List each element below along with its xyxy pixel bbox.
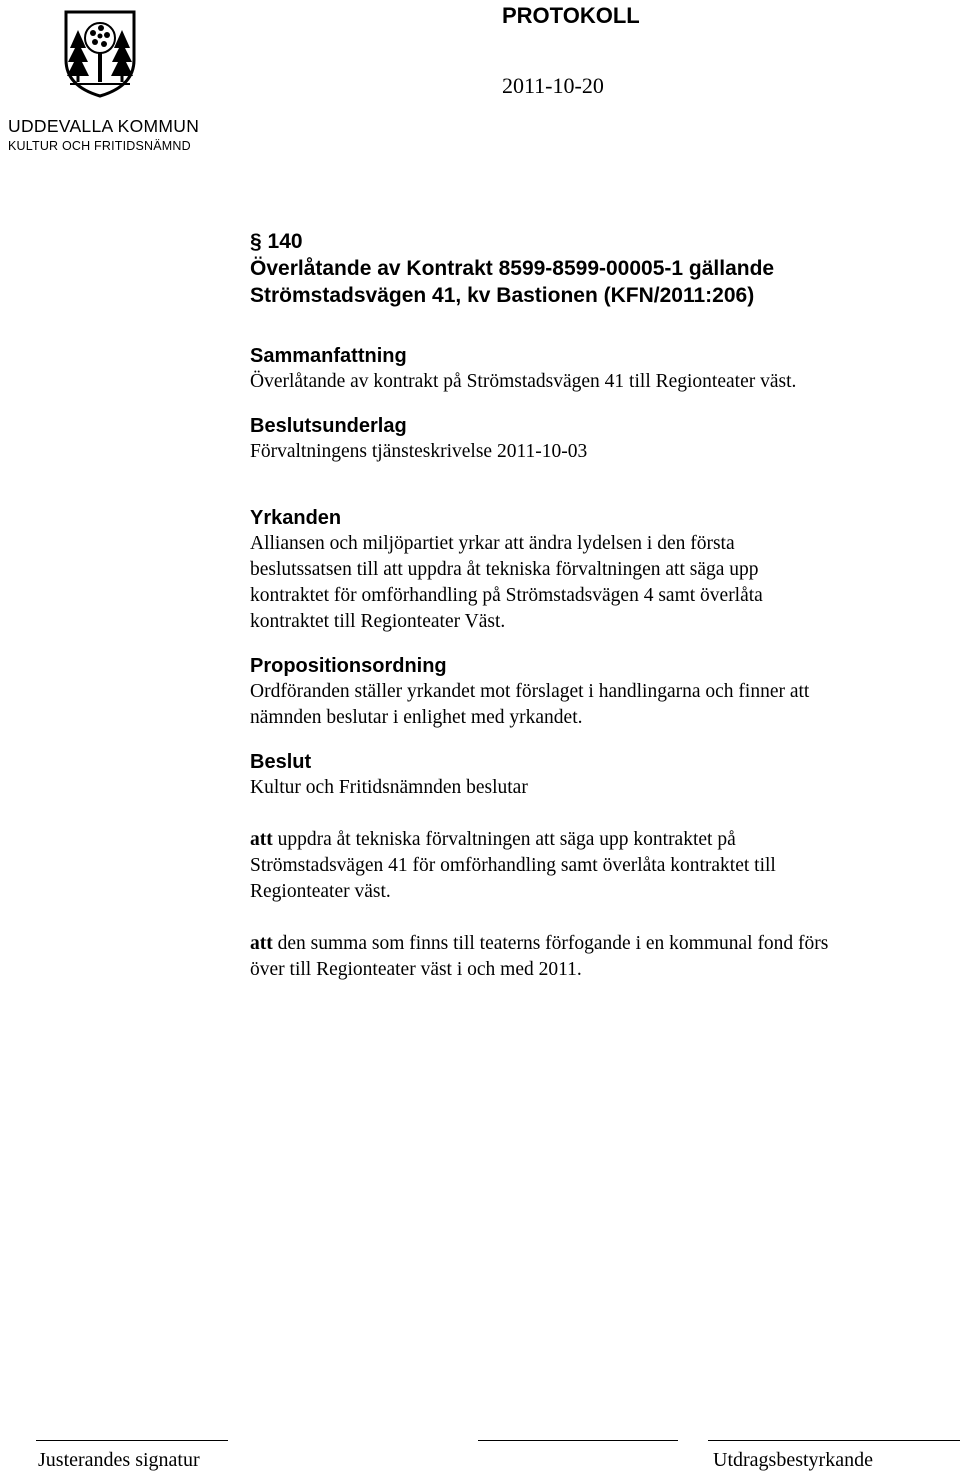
- section-sign: §: [250, 230, 262, 253]
- propositionsordning-line: Ordföranden ställer yrkandet mot förslaget i handlingarna och finner att: [250, 681, 810, 702]
- signature-line: [708, 1440, 960, 1441]
- item-number: 140: [267, 230, 303, 253]
- clause-text: den summa som finns till teaterns förfogande i en kommunal fond förs: [272, 933, 829, 954]
- heading-beslutsunderlag: Beslutsunderlag: [250, 415, 407, 437]
- clause-text: Regionteater väst.: [250, 881, 391, 902]
- text-sammanfattning: Överlåtande av kontrakt på Strömstadsvägen 41 till Regionteater väst.: [250, 371, 797, 392]
- text-beslutsunderlag: Förvaltningens tjänsteskrivelse 2011-10-03: [250, 441, 588, 462]
- text-propositionsordning: [250, 679, 950, 731]
- att-keyword: att: [250, 933, 273, 954]
- organization-name: UDDEVALLA KOMMUN: [8, 116, 200, 136]
- title-line-2: Strömstadsvägen 41, kv Bastionen (KFN/2011:206): [250, 284, 755, 307]
- text-yrkanden: [250, 531, 950, 635]
- protocol-item: [250, 228, 950, 983]
- yrkanden-line: kontraktet till Regionteater Väst.: [250, 611, 506, 632]
- heading-propositionsordning: Propositionsordning: [250, 655, 447, 677]
- coat-of-arms-icon: [62, 8, 138, 98]
- document-type: PROTOKOLL: [502, 3, 640, 28]
- utdragsbestyrkande-label: Utdragsbestyrkande: [713, 1449, 873, 1471]
- yrkanden-line: Alliansen och miljöpartiet yrkar att ändra lydelsen i den första: [250, 533, 735, 554]
- heading-beslut: Beslut: [250, 751, 312, 773]
- department-name: KULTUR OCH FRITIDSNÄMND: [8, 138, 191, 153]
- clause-text: Strömstadsvägen 41 för omförhandling samt överlåta kontraktet till: [250, 855, 776, 876]
- clause-text: över till Regionteater väst i och med 2011.: [250, 959, 582, 980]
- title-line-1: Överlåtande av Kontrakt 8599-8599-00005-1 gällande: [250, 257, 775, 280]
- signature-line: [36, 1440, 228, 1441]
- organization-block: [8, 118, 199, 152]
- yrkanden-line: beslutssatsen till att uppdra åt tekniska förvaltningen att säga upp: [250, 559, 759, 580]
- beslut-intro: Kultur och Fritidsnämnden beslutar: [250, 777, 528, 798]
- heading-sammanfattning: Sammanfattning: [250, 345, 407, 367]
- yrkanden-line: kontraktet för omförhandling på Strömstadsvägen 4 samt överlåta: [250, 585, 763, 606]
- beslut-clause-2: [250, 931, 950, 983]
- justerandes-signatur-label: Justerandes signatur: [38, 1449, 200, 1471]
- signature-line: [478, 1440, 678, 1441]
- document-date: 2011-10-20: [502, 73, 604, 98]
- beslut-clause-1: [250, 827, 950, 905]
- heading-yrkanden: Yrkanden: [250, 507, 342, 529]
- clause-text: uppdra åt tekniska förvaltningen att säga upp kontraktet på: [272, 829, 736, 850]
- item-title: [250, 228, 950, 309]
- item-number-line: [250, 228, 950, 255]
- att-keyword: att: [250, 829, 273, 850]
- propositionsordning-line: nämnden beslutar i enlighet med yrkandet.: [250, 707, 583, 728]
